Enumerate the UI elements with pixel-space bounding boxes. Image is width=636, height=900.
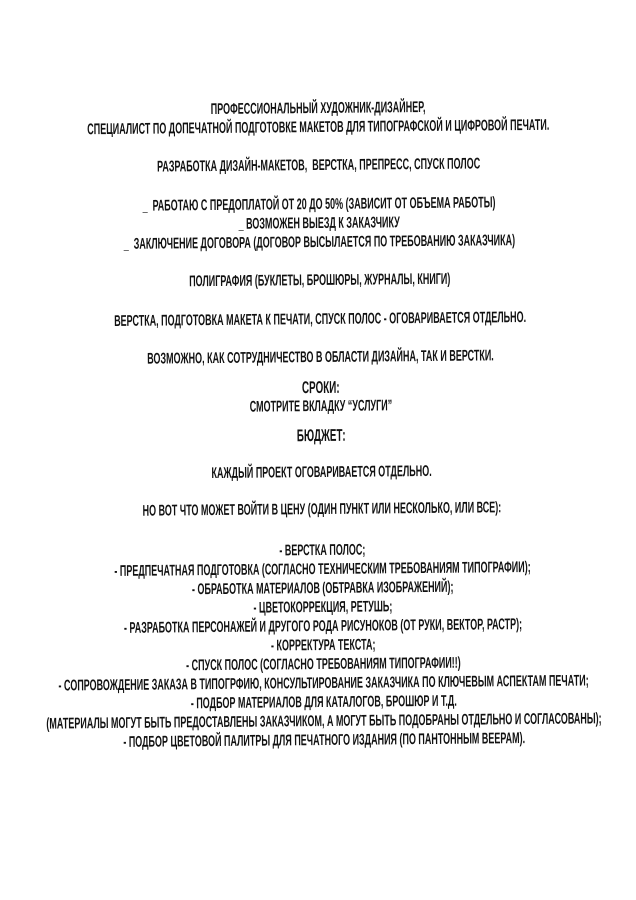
- price-item-catalogs: - ПОДБОР МАТЕРИАЛОВ ДЛЯ КАТАЛОГОВ, БРОШЮР И Т.Д.: [190, 692, 457, 713]
- price-item-prepress: - ПРЕДПЕЧАТНАЯ ПОДГОТОВКА (СОГЛАСНО ТЕХНИЧЕСКИМ ТРЕБОВАНИЯМ ТИПОГРАФИИ);: [114, 558, 531, 580]
- condition-contract: _ ЗАКЛЮЧЕНИЕ ДОГОВОРА (ДОГОВОР ВЫСЫЛАЕТСЯ ПО ТРЕБОВАНИЮ ЗАКАЗЧИКА): [123, 232, 516, 253]
- price-item-materials: - ОБРАБОТКА МАТЕРИАЛОВ (ОБТРАВКА ИЗОБРАЖЕНИЙ);: [191, 578, 454, 599]
- document-text-block: [0, 96, 636, 753]
- terms-note-line: СМОТРИТЕ ВКЛАДКУ “УСЛУГИ”: [249, 397, 393, 416]
- heading-budget: БЮДЖЕТ:: [296, 425, 346, 446]
- cooperation-line: ВОЗМОЖНО, КАК СОТРУДНИЧЕСТВО В ОБЛАСТИ ДИЗАЙНА, ТАК И ВЕРСТКИ.: [147, 347, 494, 368]
- services-summary-line: РАЗРАБОТКА ДИЗАЙН-МАКЕТОВ, ВЕРСТКА, ПРЕПРЕСС, СПУСК ПОЛОС: [157, 155, 481, 176]
- price-item-imposition: - СПУСК ПОЛОС (СОГЛАСНО ТРЕБОВАНИЯМ ТИПОГРАФИИ!!): [186, 654, 461, 675]
- intro-line-2: СПЕЦИАЛИСТ ПО ДОПЕЧАТНОЙ ПОДГОТОВКЕ МАКЕТОВ ДЛЯ ТИПОГРАФСКОЙ И ЦИФРОВОЙ ПЕЧАТИ.: [87, 116, 550, 139]
- price-intro-line: НО ВОТ ЧТО МОЖЕТ ВОЙТИ В ЦЕНУ (ОДИН ПУНКТ ИЛИ НЕСКОЛЬКО, ИЛИ ВСЕ):: [142, 499, 502, 520]
- price-item-layout: - ВЕРСТКА ПОЛОС;: [279, 541, 366, 560]
- layout-pricing-line: ВЕРСТКА, ПОДГОТОВКА МАКЕТА К ПЕЧАТИ, СПУСК ПОЛОС - ОГОВАРИВАЕТСЯ ОТДЕЛЬНО.: [114, 309, 527, 330]
- budget-note-line: КАЖДЫЙ ПРОЕКТ ОГОВАРИВАЕТСЯ ОТДЕЛЬНО.: [211, 462, 432, 483]
- heading-terms: СРОКИ:: [301, 377, 340, 398]
- polygraphy-line: ПОЛИГРАФИЯ (БУКЛЕТЫ, БРОШЮРЫ, ЖУРНАЛЫ, КНИГИ): [189, 270, 451, 291]
- condition-visit: _ ВОЗМОЖЕН ВЫЕЗД К ЗАКАЗЧИКУ: [238, 214, 400, 233]
- price-item-palette: - ПОДБОР ЦВЕТОВОЙ ПАЛИТРЫ ДЛЯ ПЕЧАТНОГО ИЗДАНИЯ (ПО ПАНТОННЫМ ВЕЕРАМ).: [123, 730, 526, 751]
- price-item-support: - СОПРОВОЖДЕНИЕ ЗАКАЗА В ТИПОГРФИЮ, КОНСУЛЬТИРОВАНИЕ ЗАКАЗЧИКА ПО КЛЮЧЕВЫМ АСПЕКТАМ ПЕЧАТИ;: [58, 672, 589, 695]
- price-item-characters: - РАЗРАБОТКА ПЕРСОНАЖЕЙ И ДРУГОГО РОДА РИСУНОКОВ (ОТ РУКИ, ВЕКТОР, РАСТР);: [123, 616, 523, 637]
- price-item-proofreading: - КОРРЕКТУРА ТЕКСТА;: [270, 636, 376, 655]
- price-item-catalogs-note: (МАТЕРИАЛЫ МОГУТ БЫТЬ ПРЕДОСТАВЛЕНЫ ЗАКАЗЧИКОМ, А МОГУТ БЫТЬ ПОДОБРАНЫ ОТДЕЛЬНО И СОГЛАСОВАНЫ);: [46, 710, 602, 733]
- price-item-color: - ЦВЕТОКОРРЕКЦИЯ, РЕТУШЬ;: [253, 598, 393, 617]
- intro-line-1: ПРОФЕССИОНАЛЬНЫЙ ХУДОЖНИК-ДИЗАЙНЕР,: [210, 98, 426, 119]
- condition-prepayment: _ РАБОТАЮ С ПРЕДОПЛАТОЙ ОТ 20 ДО 50% (ЗАВИСИТ ОТ ОБЪЕМА РАБОТЫ): [142, 194, 496, 215]
